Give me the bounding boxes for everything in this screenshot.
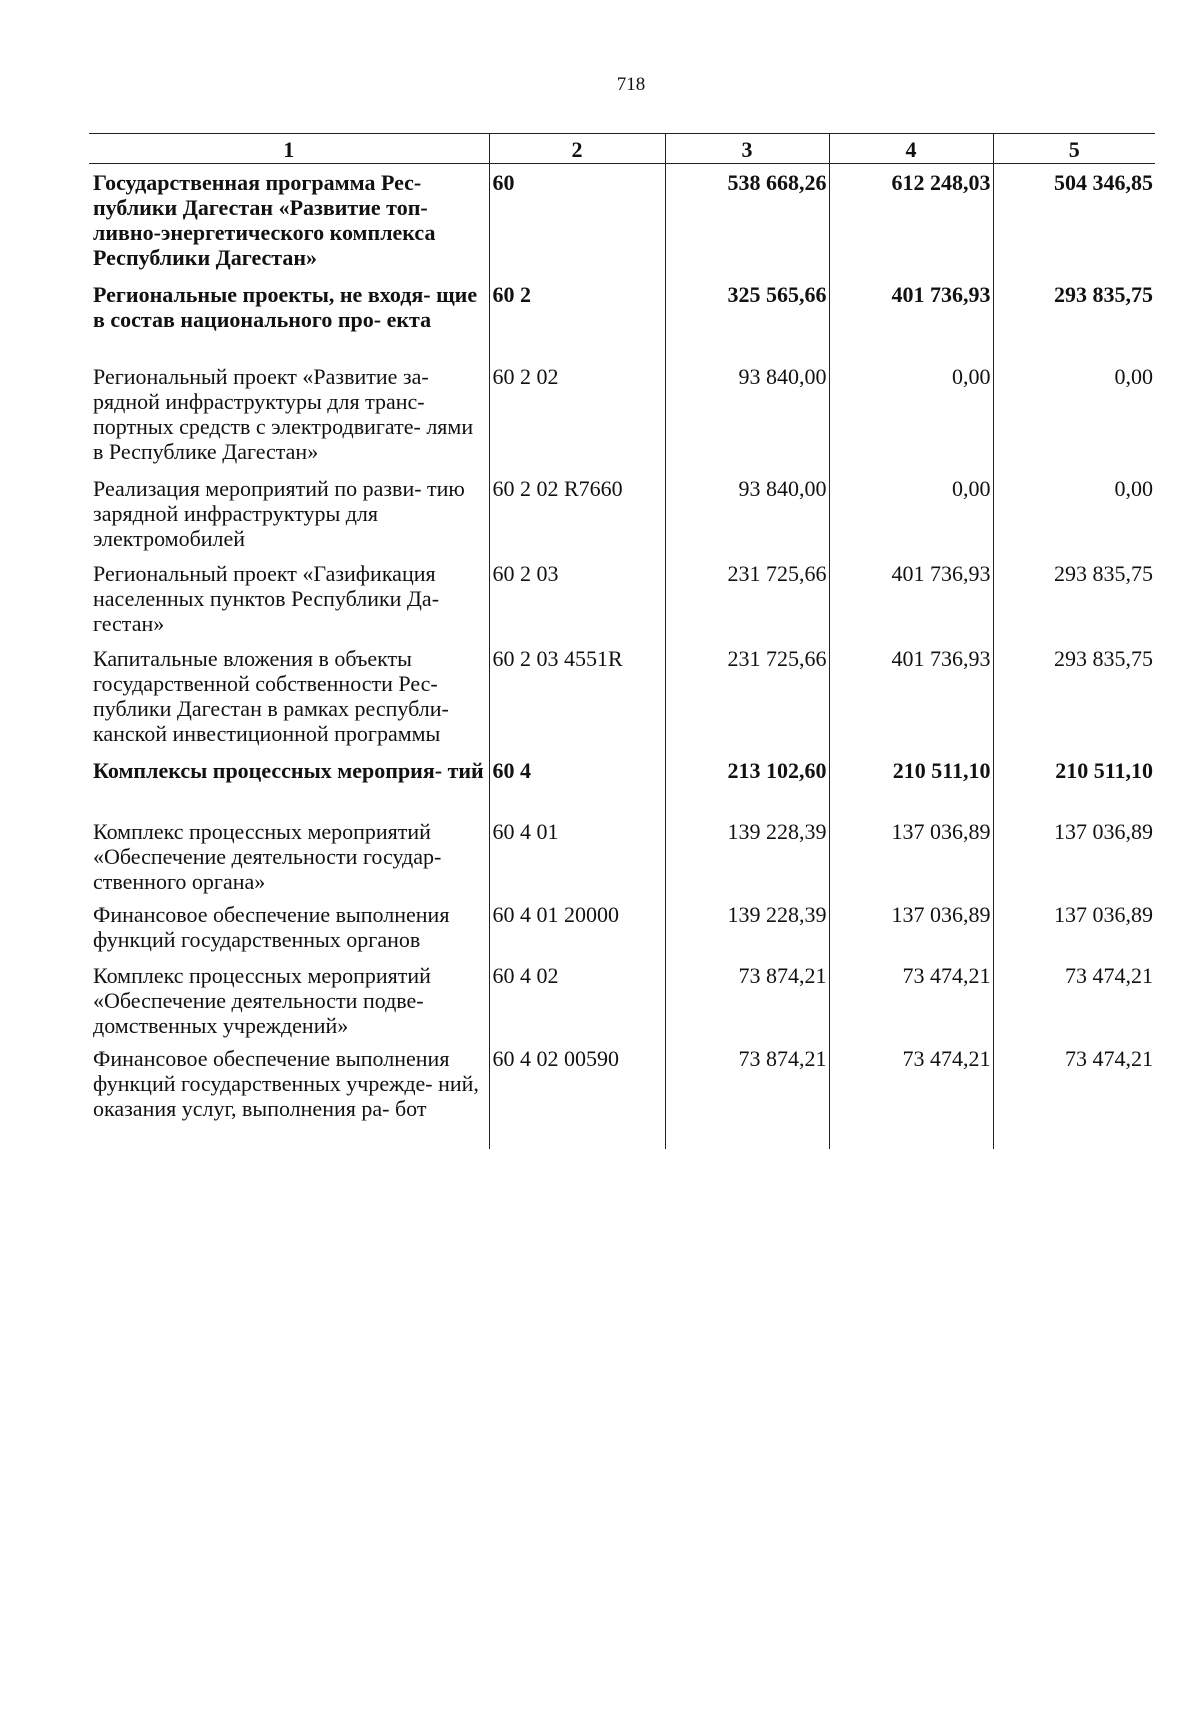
row-name: Финансовое обеспечение выполнения функций государственных органов	[93, 902, 450, 952]
row-value-col5: 293 835,75	[993, 559, 1155, 644]
row-value-col4: 210 511,10	[829, 756, 993, 817]
row-value-col4: 401 736,93	[829, 559, 993, 644]
table-row	[89, 644, 1155, 756]
row-value-col3: 93 840,00	[665, 474, 829, 559]
table-row	[89, 362, 1155, 474]
column-header-1: 1	[89, 134, 489, 164]
row-value-col5: 504 346,85	[993, 164, 1155, 281]
row-value-col5: 210 511,10	[993, 756, 1155, 817]
row-value-col5: 137 036,89	[993, 900, 1155, 961]
row-value-col4: 0,00	[829, 362, 993, 474]
row-value-col4: 401 736,93	[829, 644, 993, 756]
row-value-col3: 231 725,66	[665, 559, 829, 644]
row-value-col4: 73 474,21	[829, 961, 993, 1044]
row-name: Региональный проект «Газификация населенных пунктов Республики Да- гестан»	[93, 561, 440, 636]
row-value-col4: 612 248,03	[829, 164, 993, 281]
row-value-col3: 325 565,66	[665, 280, 829, 362]
row-value-col4: 73 474,21	[829, 1044, 993, 1149]
table-row	[89, 817, 1155, 900]
column-header-5: 5	[993, 134, 1155, 164]
row-name: Реализация мероприятий по разви- тию зарядной инфраструктуры для электромобилей	[93, 476, 465, 551]
row-value-col4: 137 036,89	[829, 817, 993, 900]
row-value-col5: 137 036,89	[993, 817, 1155, 900]
row-code: 60 2	[489, 280, 665, 362]
column-header-2: 2	[489, 134, 665, 164]
row-value-col5: 73 474,21	[993, 961, 1155, 1044]
row-name: Комплексы процессных мероприя- тий	[93, 758, 484, 783]
row-value-col4: 137 036,89	[829, 900, 993, 961]
row-name: Региональные проекты, не входя- щие в состав национального про- екта	[93, 282, 478, 332]
row-name: Комплекс процессных мероприятий «Обеспечение деятельности государ- ственного органа»	[93, 819, 442, 894]
table-header-row	[89, 134, 1155, 164]
table-row	[89, 164, 1155, 281]
column-header-4: 4	[829, 134, 993, 164]
row-name: Региональный проект «Развитие за- рядной инфраструктуры для транс- портных средств с электродвигате- лями в Республике Дагестан»	[93, 364, 474, 464]
row-value-col5: 0,00	[993, 362, 1155, 474]
row-value-col3: 538 668,26	[665, 164, 829, 281]
row-name: Финансовое обеспечение выполнения функций государственных учрежде- ний, оказания услуг, выполнения ра- бот	[93, 1046, 479, 1121]
row-value-col3: 231 725,66	[665, 644, 829, 756]
row-value-col3: 213 102,60	[665, 756, 829, 817]
row-value-col5: 73 474,21	[993, 1044, 1155, 1149]
table-row	[89, 900, 1155, 961]
row-value-col5: 0,00	[993, 474, 1155, 559]
row-code: 60 2 02	[489, 362, 665, 474]
row-value-col3: 139 228,39	[665, 817, 829, 900]
row-value-col4: 0,00	[829, 474, 993, 559]
row-code: 60 2 03 4551R	[489, 644, 665, 756]
table-row	[89, 474, 1155, 559]
row-name: Комплекс процессных мероприятий «Обеспечение деятельности подве- домственных учреждений»	[93, 963, 431, 1038]
row-value-col3: 73 874,21	[665, 961, 829, 1044]
page-number: 718	[616, 74, 646, 95]
table-row	[89, 280, 1155, 362]
row-code: 60 4 01 20000	[489, 900, 665, 961]
row-name: Государственная программа Рес- публики Дагестан «Развитие топ- ливно-энергетического комплекса Республики Дагестан»	[93, 170, 436, 270]
row-value-col3: 93 840,00	[665, 362, 829, 474]
row-code: 60 4 01	[489, 817, 665, 900]
table-body	[89, 164, 1155, 1150]
row-code: 60 2 03	[489, 559, 665, 644]
row-code: 60 4	[489, 756, 665, 817]
row-value-col3: 73 874,21	[665, 1044, 829, 1149]
row-value-col5: 293 835,75	[993, 644, 1155, 756]
row-value-col5: 293 835,75	[993, 280, 1155, 362]
table-row	[89, 559, 1155, 644]
row-value-col3: 139 228,39	[665, 900, 829, 961]
table-row	[89, 961, 1155, 1044]
column-header-3: 3	[665, 134, 829, 164]
row-name: Капитальные вложения в объекты государственной собственности Рес- публики Дагестан в рамках республи- канской инвестиционной программы	[93, 646, 449, 746]
row-code: 60 4 02	[489, 961, 665, 1044]
row-code: 60 2 02 R7660	[489, 474, 665, 559]
row-value-col4: 401 736,93	[829, 280, 993, 362]
row-code: 60	[489, 164, 665, 281]
table-row	[89, 756, 1155, 817]
budget-table	[89, 133, 1155, 1149]
row-code: 60 4 02 00590	[489, 1044, 665, 1149]
table-row	[89, 1044, 1155, 1149]
